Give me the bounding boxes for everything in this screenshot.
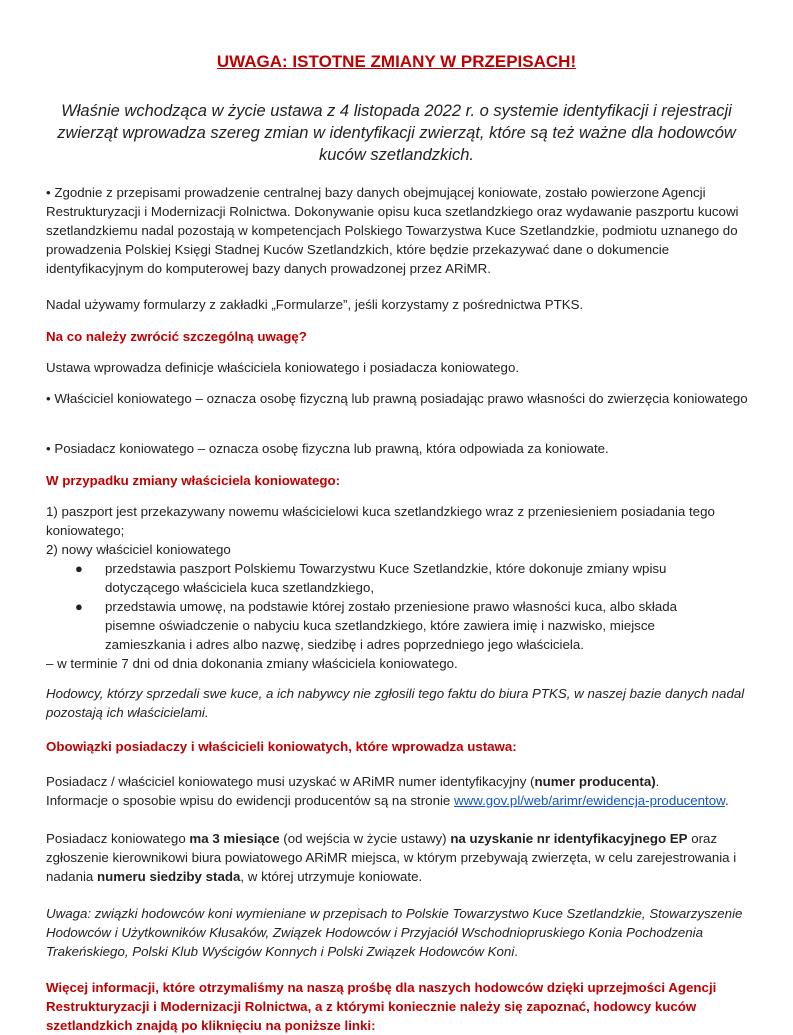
heading-obligations: Obowiązki posiadaczy i właścicieli koniowatych, które wprowadza ustawa: <box>46 739 517 754</box>
text-span: . <box>725 793 729 808</box>
text-span: (od wejścia w życie ustawy) <box>279 831 451 846</box>
bullet-text: przedstawia paszport Polskiemu Towarzystwu Kuce Szetlandzkie, które dokonuje zmiany wpisu dotyczącego właściciela kuca szetlandzkiego, <box>105 561 667 595</box>
paragraph-producer-number <box>46 772 758 810</box>
list-item-new-owner: 2) nowy właściciel koniowatego <box>46 542 231 557</box>
bullet-text: przedstawia umowę, na podstawie której zostało przeniesione prawo własności kuca, albo składa pisemne oświadczenie o nabyciu kuca szetlandzkiego, które zawiera imię i nazwisko, miejsce zamieszkania i adres albo nazwę, siedzibę i adres poprzedniego jego właściciela. <box>105 599 678 652</box>
text-span: Uwaga: związki hodowców koni wymieniane w przepisach to Polskie Towarzystwo Kuce Szetlandzkie, Stowarzyszenie Hodowców i Użytkowników Kłusaków, Związek Hodowców i Przyjaciół Wschodniopruskiego Konia Pochodzenia Trakeńskiego, Polski Klub Wyścigów Konnych i Polski Związek Hodowców Koni <box>46 906 743 959</box>
text-span: Posiadacz koniowatego <box>46 831 190 846</box>
bullet-item <box>75 597 725 654</box>
paragraph-associations <box>46 904 758 961</box>
bold-ep-number: na uzyskanie nr identyfikacyjnego EP <box>450 831 688 846</box>
bullet-dot-icon: ● <box>75 561 83 576</box>
bold-herd-number: numeru siedziby stada <box>97 869 241 884</box>
text-span: oraz zgłoszenie kierownikowi biura powiatowego ARiMR miejsca, w którym przebywają zwierzęta, w celu zarejestrowania i nadania <box>46 831 737 884</box>
bold-three-months: ma 3 miesiące <box>189 831 280 846</box>
text-span: Informacje o sposobie wpisu do ewidencji producentów są na stronie <box>46 793 455 808</box>
definition-owner: • Właściciel koniowatego – oznacza osobę fizyczną lub prawną posiadając prawo własności do zwierzęcia koniowatego <box>46 391 748 406</box>
text-span: , w której utrzymuje koniowate. <box>240 869 423 884</box>
list-item-passport: 1) paszport jest przekazywany nowemu właścicielowi kuca szetlandzkiego wraz z przeniesieniem posiadania tego koniowatego; <box>46 504 715 538</box>
text-span: Posiadacz / właściciel koniowatego musi uzyskać w ARiMR numer identyfikacyjny ( <box>46 774 535 789</box>
bullet-dot-icon: ● <box>75 599 83 614</box>
arimr-register-link[interactable]: www.gov.pl/web/arimr/ewidencja-producentow <box>454 793 726 808</box>
paragraph-definitions: Ustawa wprowadza definicje właściciela koniowatego i posiadacza koniowatego. <box>46 360 520 375</box>
page-title: UWAGA: ISTOTNE ZMIANY W PRZEPISACH! <box>216 52 577 71</box>
paragraph-breeders-note: Hodowcy, którzy sprzedali swe kuce, a ich nabywcy nie zgłosili tego faktu do biura PTKS, w naszej bazie danych nadal pozostają ich właścicielami. <box>46 686 745 720</box>
bold-producer-number: numer producenta) <box>534 774 656 789</box>
definition-holder: • Posiadacz koniowatego – oznacza osobę fizyczna lub prawną, która odpowiada za koniowate. <box>46 441 609 456</box>
paragraph-more-info: Więcej informacji, które otrzymaliśmy na naszą prośbę dla naszych hodowców dzięki uprzejmości Agencji Restrukturyzacji i Modernizacji Rolnictwa, a z którymi koniecznie należy się zapoznać, hodowcy kuców szetlandzkich znajdą po kliknięciu na poniższe linki: <box>46 980 717 1033</box>
text-span: . <box>514 944 518 959</box>
paragraph-forms: Nadal używamy formularzy z zakładki „Formularze”, jeśli korzystamy z pośrednictwa PTKS. <box>46 297 584 312</box>
intro-paragraph: Właśnie wchodząca w życie ustawa z 4 listopada 2022 r. o systemie identyfikacji i rejestracji zwierząt wprowadza szereg zmian w identyfikacji zwierząt, które są też ważne dla hodowców kuców szetlandzkich. <box>57 102 736 164</box>
heading-owner-change: W przypadku zmiany właściciela koniowatego: <box>46 473 341 488</box>
paragraph-central-database: • Zgodnie z przepisami prowadzenie centralnej bazy danych obejmującej koniowate, zostało powierzone Agencji Restrukturyzacji i Modernizacji Rolnictwa. Dokonywanie opisu kuca szetlandzkiego oraz wydawanie paszportu kucowi szetlandzkiemu nadal pozostają w kompetencjach Polskiego Towarzystwa Kuce Szetlandzkie, podmiotu uznanego do prowadzenia Polskiej Księgi Stadnej Kuców Szetlandzkich, które będzie przekazywać dane o dokumencie identyfikacyjnym do komputerowej bazy danych prowadzonej przez ARiMR. <box>46 185 739 276</box>
paragraph-deadline-ep <box>46 829 758 886</box>
text-span: . <box>655 774 660 789</box>
deadline-note: – w terminie 7 dni od dnia dokonania zmiany właściciela koniowatego. <box>46 656 458 671</box>
bullet-item <box>75 559 725 597</box>
new-owner-bullets <box>75 559 725 654</box>
heading-attention: Na co należy zwrócić szczególną uwagę? <box>46 329 307 344</box>
